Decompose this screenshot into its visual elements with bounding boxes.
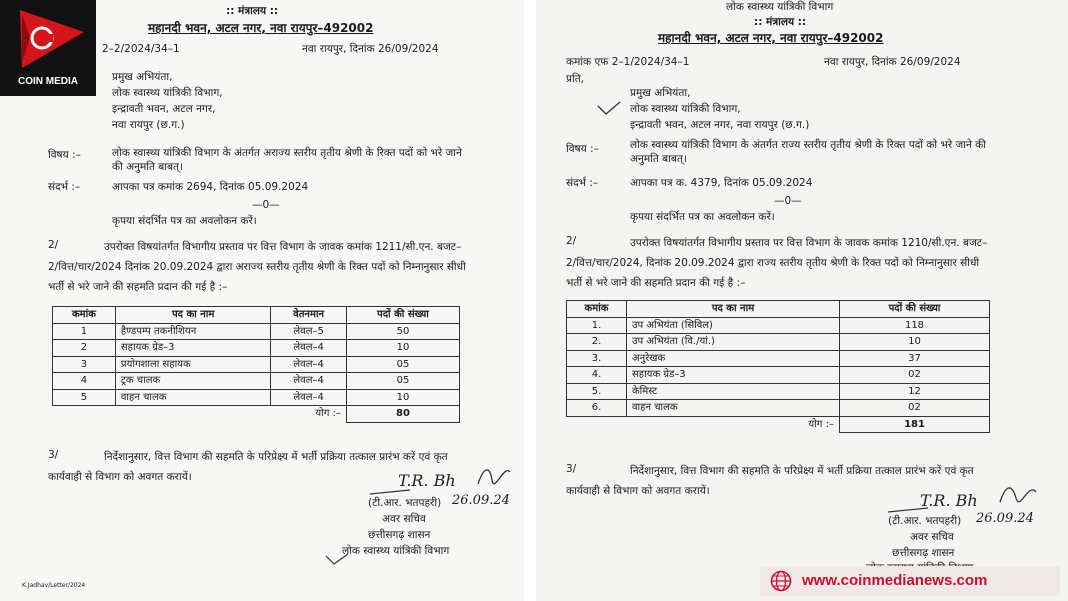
- website-banner[interactable]: [760, 566, 1060, 596]
- table-cell: 10: [346, 389, 459, 406]
- table-row: [567, 367, 990, 384]
- coin-media-logo: [0, 0, 96, 96]
- signature-scribble: [998, 480, 1038, 508]
- footer-code: K.Jadhav/Letter/2024: [22, 582, 86, 589]
- right-document: [536, 0, 1068, 601]
- table-cell: 5.: [567, 383, 627, 400]
- total-label: योग :–: [53, 406, 347, 423]
- table-row: [567, 383, 990, 400]
- posts-table: [52, 306, 460, 423]
- table-row: [567, 334, 990, 351]
- separator: —0—: [774, 195, 802, 207]
- table-cell: 05: [346, 356, 459, 373]
- signatory-title: अवर सचिव: [910, 531, 954, 543]
- signatory-department: लोक स्वास्थ्य यांत्रिकी विभाग: [342, 545, 450, 557]
- table-cell: ट्रक चालक: [115, 373, 271, 390]
- signature-scribble: [476, 462, 512, 490]
- table-cell: लेवल–4: [271, 356, 346, 373]
- table-cell: 02: [840, 367, 990, 384]
- table-total-row: [53, 406, 460, 423]
- table-cell: 10: [840, 334, 990, 351]
- table-cell: 02: [840, 400, 990, 417]
- check-mark: [596, 100, 622, 116]
- table-row: [567, 400, 990, 417]
- addressee-line-1: प्रमुख अभियंता,: [112, 71, 173, 83]
- para-3-text: निर्देशानुसार, वित्त विभाग की सहमति के परिप्रेक्ष्य में भर्ती प्रक्रिया तत्काल प्रारंभ करें एवं कृत कार्यवाही से विभाग को अवगत करायें।: [48, 451, 448, 483]
- addressee-line-2: लोक स्वास्थ्य यांत्रिकी विभाग,: [630, 103, 741, 115]
- subject-text: लोक स्वास्थ्य यांत्रिकी विभाग के अंतर्गत राज्य स्तरीय तृतीय श्रेणी के रिक्त पदों को भरे जाने की अनुमति बाबत्।: [630, 139, 986, 166]
- table-cell: लेवल–4: [271, 389, 346, 406]
- table-row: [53, 340, 460, 357]
- office-address: महानदी भवन, अटल नगर, नवा रायपुर–492002: [658, 31, 884, 45]
- signatory-government: छत्तीसगढ़ शासन: [892, 547, 955, 559]
- para-3-number: 3/: [48, 449, 59, 461]
- table-row: [53, 373, 460, 390]
- para-3-text: निर्देशानुसार, वित्त विभाग की सहमति के परिप्रेक्ष्य में भर्ती प्रक्रिया तत्काल प्रारंभ करें एवं कृत कार्यवाही से विभाग को अवगत करायें।: [566, 465, 974, 497]
- department-header: लोक स्वास्थ्य यांत्रिकी विभाग: [726, 1, 834, 13]
- para-2-text: उपरोक्त विषयांतर्गत विभागीय प्रस्ताव पर वित्त विभाग के जावक कमांक 1211/सी.एन. बजट–2/वित्त/चार/2024 दिनांक 20.09.2024 द्वारा अराज्य स्तरीय तृतीय श्रेणी के रिक्त पदों को निम्नानुसार सीधी भर्ती से भरे जाने की सहमति प्रदान की गई है :–: [48, 241, 466, 293]
- check-mark: [324, 552, 350, 566]
- table-cell: 1: [53, 323, 116, 340]
- prati-label: प्रति,: [566, 73, 585, 85]
- para-2-number: 2/: [566, 235, 577, 247]
- table-header: पद का नाम: [115, 307, 271, 324]
- signatory-government: छत्तीसगढ़ शासन: [368, 529, 431, 541]
- table-cell: 2: [53, 340, 116, 357]
- total-label: योग :–: [567, 416, 840, 433]
- addressee-line-1: प्रमुख अभियंता,: [630, 87, 691, 99]
- table-cell: उप अभियंता (वि./यां.): [627, 334, 840, 351]
- signature-underline: [886, 506, 930, 514]
- separator: —0—: [252, 199, 280, 211]
- ministry-label: :: मंत्रालय ::: [226, 5, 279, 17]
- table-cell: केमिस्ट: [627, 383, 840, 400]
- table-cell: उप अभियंता (सिविल): [627, 317, 840, 334]
- para-2-text: उपरोक्त विषयांतर्गत विभागीय प्रस्ताव पर वित्त विभाग के जावक कमांक 1210/सी.एन. बजट–2/वित्त/चार/2024, दिनांक 20.09.2024 द्वारा राज्य स्तरीय तृतीय श्रेणी के रिक्त पदों को निम्नानुसार सीधी भर्ती से भरे जाने की सहमति प्रदान की गई है :–: [566, 237, 988, 289]
- subject-text: लोक स्वास्थ्य यांत्रिकी विभाग के अंतर्गत अराज्य स्तरीय तृतीय श्रेणी के रिक्त पदों को भरे जाने की अनुमति बाबत्।: [112, 147, 462, 174]
- table-cell: 1.: [567, 317, 627, 334]
- total-value: 80: [346, 406, 459, 423]
- reference-number: 2–2/2024/34–1: [102, 43, 180, 55]
- logo-text: COIN MEDIA: [18, 76, 78, 87]
- table-cell: 5: [53, 389, 116, 406]
- reference-text: आपका पत्र क. 4379, दिनांक 05.09.2024: [630, 177, 813, 189]
- subject-label: विषय :–: [48, 149, 81, 161]
- posts-table: [566, 300, 990, 433]
- table-cell: सहायक ग्रेड–3: [627, 367, 840, 384]
- table-cell: अनुरेखक: [627, 350, 840, 367]
- addressee-line-4: नवा रायपुर (छ.ग.): [112, 119, 185, 131]
- office-address: महानदी भवन, अटल नगर, नवा रायपुर–492002: [148, 21, 374, 35]
- table-header: पदों की संख्या: [840, 301, 990, 318]
- table-cell: 4.: [567, 367, 627, 384]
- table-cell: प्रयोगशाला सहायक: [115, 356, 271, 373]
- table-cell: हैण्डपम्प तकनीशियन: [115, 323, 271, 340]
- table-cell: 3.: [567, 350, 627, 367]
- table-cell: वाहन चालक: [627, 400, 840, 417]
- table-row: [567, 350, 990, 367]
- reference-label: संदर्भ :–: [566, 177, 599, 189]
- table-cell: 50: [346, 323, 459, 340]
- request-line: कृपया संदर्भित पत्र का अवलोकन करें।: [630, 211, 775, 223]
- table-cell: 6.: [567, 400, 627, 417]
- table-row: [53, 389, 460, 406]
- table-header-row: [53, 307, 460, 324]
- table-cell: 12: [840, 383, 990, 400]
- signature-date: 26.09.24: [452, 493, 510, 508]
- subject-label: विषय :–: [566, 143, 599, 155]
- addressee-line-2: लोक स्वास्थ्य यांत्रिकी विभाग,: [112, 87, 223, 99]
- table-cell: लेवल–4: [271, 340, 346, 357]
- para-2-number: 2/: [48, 239, 59, 251]
- table-header: वेतनमान: [271, 307, 346, 324]
- table-cell: 4: [53, 373, 116, 390]
- table-cell: 05: [346, 373, 459, 390]
- logo-emblem-icon: [0, 0, 96, 76]
- reference-text: आपका पत्र कमांक 2694, दिनांक 05.09.2024: [112, 181, 309, 193]
- table-row: [53, 323, 460, 340]
- signatory-name: (टी.आर. भतपहरी): [888, 515, 962, 527]
- signatory-title: अवर सचिव: [382, 513, 426, 525]
- signature-underline: [368, 488, 412, 496]
- letter-date: नवा रायपुर, दिनांक 26/09/2024: [824, 56, 961, 68]
- table-header: पद का नाम: [627, 301, 840, 318]
- table-cell: 3: [53, 356, 116, 373]
- table-header: पदों की संख्या: [346, 307, 459, 324]
- addressee-line-3: इन्द्रावती भवन, अटल नगर,: [112, 103, 216, 115]
- request-line: कृपया संदर्भित पत्र का अवलोकन करें।: [112, 215, 257, 227]
- table-header: कमांक: [567, 301, 627, 318]
- ministry-label: :: मंत्रालय ::: [754, 16, 807, 28]
- globe-icon: [770, 570, 792, 592]
- total-value: 181: [840, 416, 990, 433]
- reference-label: संदर्भ :–: [48, 181, 81, 193]
- reference-number: कमांक एफ 2–1/2024/34–1: [566, 56, 690, 68]
- addressee-line-3: इन्द्रावती भवन, अटल नगर, नवा रायपुर (छ.ग.): [630, 119, 810, 131]
- table-cell: वाहन चालक: [115, 389, 271, 406]
- website-url[interactable]: www.coinmedianews.com: [802, 572, 988, 589]
- letter-date: नवा रायपुर, दिनांक 26/09/2024: [302, 43, 439, 55]
- signature: T.R. Bh: [398, 471, 456, 490]
- table-cell: 2.: [567, 334, 627, 351]
- table-cell: 10: [346, 340, 459, 357]
- signature: T.R. Bh: [920, 491, 978, 510]
- table-row: [53, 356, 460, 373]
- signatory-name: (टी.आर. भतपहरी): [368, 497, 442, 509]
- table-total-row: [567, 416, 990, 433]
- table-cell: 118: [840, 317, 990, 334]
- table-row: [567, 317, 990, 334]
- signature-date: 26.09.24: [976, 511, 1034, 526]
- table-cell: सहायक ग्रेड–3: [115, 340, 271, 357]
- table-header: कमांक: [53, 307, 116, 324]
- table-header-row: [567, 301, 990, 318]
- table-cell: लेवल–4: [271, 373, 346, 390]
- table-cell: लेवल–5: [271, 323, 346, 340]
- para-3-number: 3/: [566, 463, 577, 475]
- table-cell: 37: [840, 350, 990, 367]
